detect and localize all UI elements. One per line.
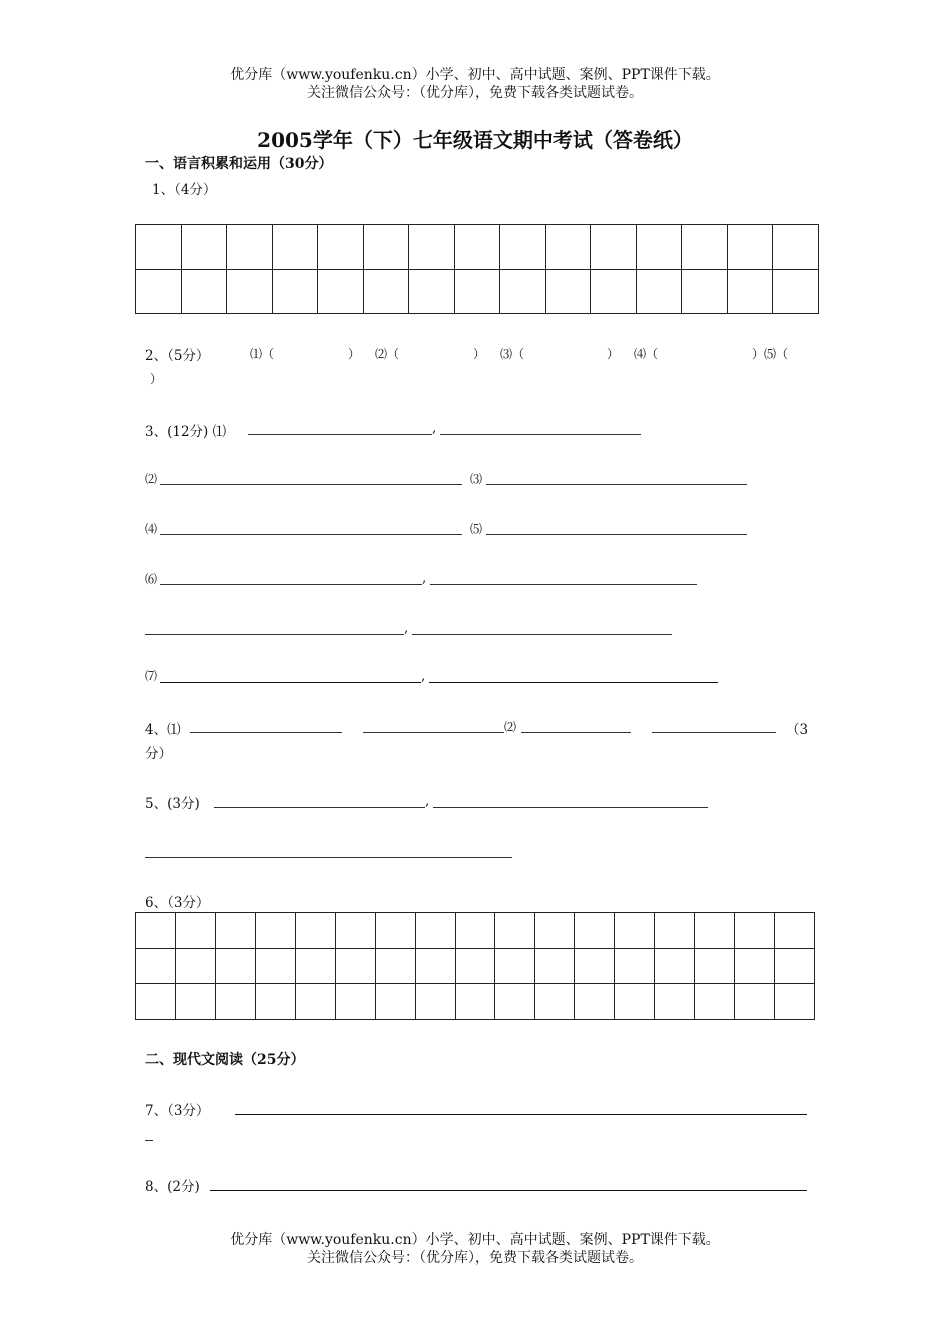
grid-cell[interactable] [655,948,695,984]
grid-cell[interactable] [535,913,575,949]
q3-blank-4[interactable] [160,534,462,535]
q2-blank-1-close: ） [348,347,361,361]
grid-cell[interactable] [215,913,255,949]
grid-cell[interactable] [136,948,176,984]
q5-label: 5、(3分) [145,796,200,812]
grid-cell[interactable] [636,269,682,314]
q4-p2-label: ⑵ [504,720,517,734]
grid-cell[interactable] [500,269,546,314]
header-line-1: 优分库（www.youfenku.cn）小学、初中、高中试题、案例、PPT课件下载。 [230,67,720,83]
grid-cell[interactable] [255,913,295,949]
grid-cell[interactable] [227,269,273,314]
grid-cell[interactable] [318,225,364,270]
q3-comma-7: , [421,668,426,684]
section-1-heading: 一、语言积累和运用（30分） [145,156,333,172]
grid-cell[interactable] [495,913,535,949]
grid-cell[interactable] [695,948,735,984]
q3-blank-7b[interactable] [429,682,718,683]
q5-comma: , [425,793,430,809]
q4-blank-2a[interactable] [521,732,631,733]
q6-label: 6、（3分） [145,895,210,911]
grid-cell[interactable] [454,269,500,314]
grid-cell[interactable] [636,225,682,270]
q2-blank-4-close: ）⑸（ [752,347,789,361]
page-title: 2005学年（下）七年级语文期中考试（答卷纸） [257,128,693,152]
section-2-heading: 二、现代文阅读（25分） [145,1052,305,1068]
grid-cell[interactable] [363,269,409,314]
q4-score: （3 [786,722,809,738]
grid-cell[interactable] [335,913,375,949]
grid-cell[interactable] [775,948,815,984]
grid-cell[interactable] [363,225,409,270]
grid-cell[interactable] [535,984,575,1020]
grid-cell[interactable] [175,948,215,984]
q2-blank-3-close: ） [607,347,620,361]
grid-cell[interactable] [318,269,364,314]
grid-cell[interactable] [735,948,775,984]
grid-row [136,269,819,314]
grid-cell[interactable] [495,948,535,984]
q5-blank-1b[interactable] [433,807,708,808]
q3-blank-1b[interactable] [440,434,641,435]
footer-line-1: 优分库（www.youfenku.cn）小学、初中、高中试题、案例、PPT课件下载。 [230,1232,720,1248]
grid-cell[interactable] [415,913,455,949]
grid-cell[interactable] [335,984,375,1020]
grid-cell[interactable] [775,913,815,949]
grid-row [136,984,815,1020]
grid-cell[interactable] [545,225,591,270]
grid-cell[interactable] [181,225,227,270]
grid-row [136,948,815,984]
grid-cell[interactable] [695,913,735,949]
grid-cell[interactable] [575,913,615,949]
q5-blank-1a[interactable] [214,807,425,808]
grid-cell[interactable] [727,269,773,314]
grid-cell[interactable] [181,269,227,314]
grid-cell[interactable] [575,948,615,984]
grid-cell[interactable] [575,984,615,1020]
grid-cell[interactable] [695,984,735,1020]
grid-cell[interactable] [615,948,655,984]
grid-cell[interactable] [682,225,728,270]
grid-cell[interactable] [175,913,215,949]
q7-blank-2[interactable] [145,1140,153,1141]
grid-cell[interactable] [682,269,728,314]
grid-cell[interactable] [175,984,215,1020]
grid-cell[interactable] [495,984,535,1020]
grid-cell[interactable] [775,984,815,1020]
grid-cell[interactable] [215,948,255,984]
grid-cell[interactable] [272,269,318,314]
grid-row [136,225,819,270]
grid-cell[interactable] [655,913,695,949]
q2-blank-2-close: ） [473,347,486,361]
grid-cell[interactable] [136,269,182,314]
q3-blank-6a[interactable] [160,584,422,585]
q6-answer-grid [135,912,815,1020]
grid-cell[interactable] [335,948,375,984]
grid-cell[interactable] [415,948,455,984]
grid-cell[interactable] [591,269,637,314]
grid-cell[interactable] [535,948,575,984]
grid-cell[interactable] [545,269,591,314]
grid-cell[interactable] [375,984,415,1020]
q7-label: 7、（3分） [145,1103,210,1119]
header-line-2: 关注微信公众号：（优分库），免费下载各类试题试卷。 [307,85,643,101]
q3-blank-2[interactable] [160,484,462,485]
grid-cell[interactable] [255,948,295,984]
q3-p6-label: ⑹ [145,572,158,586]
q3-p7-label: ⑺ [145,669,158,683]
q3-blank-7a[interactable] [160,682,421,683]
q7-blank-1[interactable] [235,1114,807,1115]
grid-cell[interactable] [591,225,637,270]
grid-cell[interactable] [295,948,335,984]
q3-label: 3、(12分) ⑴ [145,424,227,440]
q3-blank-1a[interactable] [248,434,432,435]
q3-p4-label: ⑷ [145,522,158,536]
q3-p3-label: ⑶ [470,472,483,486]
grid-cell[interactable] [615,984,655,1020]
grid-cell[interactable] [655,984,695,1020]
grid-cell[interactable] [136,225,182,270]
q3-p2-label: ⑵ [145,472,158,486]
q4-blank-1a[interactable] [190,732,342,733]
q4-blank-1b[interactable] [363,732,504,733]
grid-cell[interactable] [375,948,415,984]
footer-line-2: 关注微信公众号：（优分库），免费下载各类试题试卷。 [307,1250,643,1266]
q1-label: 1、（4分） [152,182,217,198]
q2-label: 2、（5分） [145,348,210,364]
grid-cell[interactable] [454,225,500,270]
q2-blank-3-open: ⑶（ [500,347,525,361]
q3-blank-6b[interactable] [430,584,697,585]
q5-blank-2[interactable] [145,857,512,858]
grid-cell[interactable] [727,225,773,270]
q4-score-unit: 分） [145,746,172,762]
q2-blank-5-close: ） [150,372,163,386]
q8-blank-1[interactable] [210,1190,807,1191]
q3-blank-3[interactable] [486,484,747,485]
grid-cell[interactable] [500,225,546,270]
q2-blank-1-open: ⑴（ [250,347,275,361]
q3-blank-5[interactable] [486,534,747,535]
grid-row [136,913,815,949]
grid-cell[interactable] [455,913,495,949]
grid-cell[interactable] [735,913,775,949]
q3-p5-label: ⑸ [470,522,483,536]
q2-blank-4-open: ⑷（ [634,347,659,361]
q3-comma-6: , [422,570,427,586]
q1-answer-grid [135,224,819,314]
q3-comma-1: , [432,420,437,436]
grid-cell[interactable] [409,269,455,314]
q4-label: 4、⑴ [145,722,181,738]
grid-cell[interactable] [215,984,255,1020]
q8-label: 8、(2分) [145,1179,200,1195]
grid-cell[interactable] [735,984,775,1020]
grid-cell[interactable] [415,984,455,1020]
grid-cell[interactable] [295,913,335,949]
q3-blank-6d[interactable] [412,634,672,635]
q2-blank-2-open: ⑵（ [375,347,400,361]
grid-cell[interactable] [455,948,495,984]
grid-cell[interactable] [455,984,495,1020]
grid-cell[interactable] [272,225,318,270]
grid-cell[interactable] [375,913,415,949]
grid-cell[interactable] [295,984,335,1020]
q4-blank-2b[interactable] [652,732,776,733]
q3-blank-6c[interactable] [145,634,404,635]
grid-cell[interactable] [227,225,273,270]
grid-cell[interactable] [773,225,819,270]
grid-cell[interactable] [409,225,455,270]
grid-cell[interactable] [136,913,176,949]
q3-comma-6b: , [404,620,409,636]
grid-cell[interactable] [255,984,295,1020]
grid-cell[interactable] [136,984,176,1020]
grid-cell[interactable] [615,913,655,949]
grid-cell[interactable] [773,269,819,314]
